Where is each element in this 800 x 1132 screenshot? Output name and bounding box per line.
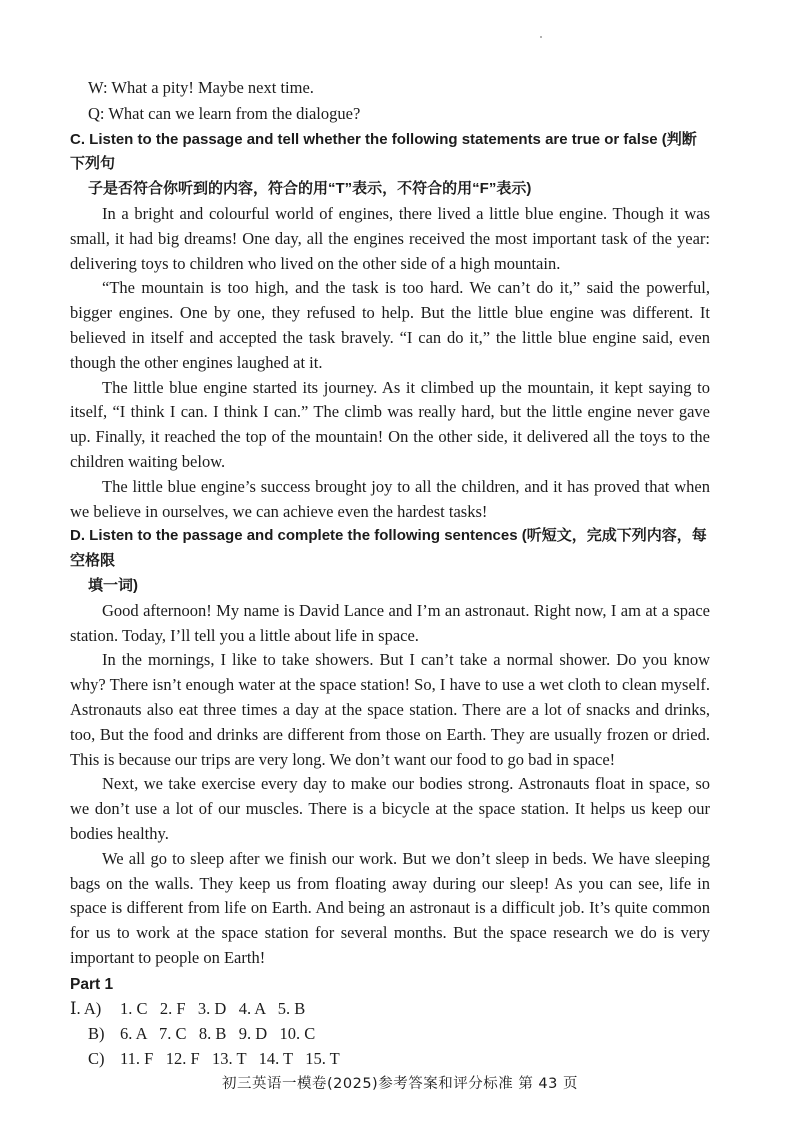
section-d-heading-cn-1: (听短文，完成下列内容，每空格限 xyxy=(70,527,707,570)
dialogue-w-line: W: What a pity! Maybe next time. xyxy=(88,78,314,97)
section-c-paragraph-1: In a bright and colourful world of engines, there lived a little blue engine. Though it was small, it had big dreams! One day, all the engines received the most important task of the year: delivering toys to children who lived on the other side of a high mountain. xyxy=(70,203,710,273)
section-d-paragraph-3: Next, we take exercise every day to make our bodies strong. Astronauts float in space, so we don’t use a lot of our muscles. There is a bicycle at the space station. It helps us keep our bodies healthy. xyxy=(70,774,710,843)
section-c-paragraph-3: The little blue engine started its journey. As it climbed up the mountain, it kept saying to itself, “I think I can. I think I can.” The climb was really hard, but the little engine never gave up. Finally, it reached the top of the mountain! On the other side, it delivered all the toys to the children waiting below. xyxy=(70,377,710,471)
answer-row-a-label: Ⅰ. A) xyxy=(70,999,102,1019)
section-c-heading-cn-1: (判断下列句 xyxy=(70,130,697,173)
answer-row-a-text: 1. C 2. F 3. D 4. A 5. B xyxy=(120,999,306,1019)
answer-row-b xyxy=(70,1022,710,1047)
section-d-heading-cn-2: 填一词) xyxy=(88,576,138,594)
answer-row-b-label: B) xyxy=(88,1024,105,1044)
section-d-heading-en: D. Listen to the passage and complete the following sentences xyxy=(70,527,518,545)
answer-row-a xyxy=(70,997,710,1022)
section-d-paragraph-4: We all go to sleep after we finish our work. But we don’t sleep in beds. We have sleeping bags on the walls. They keep us from floating away during our sleep! As you can see, life in space is different from life on Earth. And being an astronaut is a difficult job. It’s quite common for us to work at the space station for several months. But the space research we do is very important to people on Earth! xyxy=(70,848,710,967)
section-c-paragraph-4: The little blue engine’s success brought joy to all the children, and it has proved that when we believe in ourselves, we can achieve even the hardest tasks! xyxy=(70,476,710,521)
section-c-heading-cn-2: 子是否符合你听到的内容，符合的用“T”表示，不符合的用“F”表示) xyxy=(88,180,532,198)
section-d-heading xyxy=(70,524,710,574)
answer-row-b-text: 6. A 7. C 8. B 9. D 10. C xyxy=(120,1024,316,1044)
dialogue-q-line: Q: What can we learn from the dialogue? xyxy=(88,103,361,123)
answer-row-c-text: 11. F 12. F 13. T 14. T 15. T xyxy=(120,1049,340,1069)
section-c-heading xyxy=(70,128,710,178)
page-footer: 初三英语一模卷(2025)参考答案和评分标准 第 43 页 xyxy=(222,1076,578,1092)
part-title: Part 1 xyxy=(70,975,114,993)
section-c-paragraph-2: “The mountain is too high, and the task is too hard. We can’t do it,” said the powerful, bigger engines. One by one, they refused to help. But the little blue engine was different. It believed in itself and accepted the task bravely. “I can do it,” the little blue engine said, even though the other engines laughed at it. xyxy=(70,278,710,372)
section-d-paragraph-1: Good afternoon! My name is David Lance and I’m an astronaut. Right now, I am at a space station. Today, I’ll tell you a little about life in space. xyxy=(70,600,710,645)
section-c-heading-en: C. Listen to the passage and tell whether the following statements are true or false xyxy=(70,130,658,148)
page-content xyxy=(70,76,710,1072)
answer-row-c-label: C) xyxy=(88,1049,105,1069)
section-d-paragraph-2: In the mornings, I like to take showers. But I can’t take a normal shower. Do you know why? There isn’t enough water at the space station! So, I have to use a wet cloth to clean myself. Astronauts also eat three times a day at the space station. There are a lot of snacks and drinks, too, But the food and drinks are different from those on Earth. They are usually frozen or dried. This is because our trips are very long. We don’t want our food to go bad in space! xyxy=(70,650,710,769)
scan-speck xyxy=(540,36,542,38)
answer-row-c xyxy=(70,1047,710,1072)
